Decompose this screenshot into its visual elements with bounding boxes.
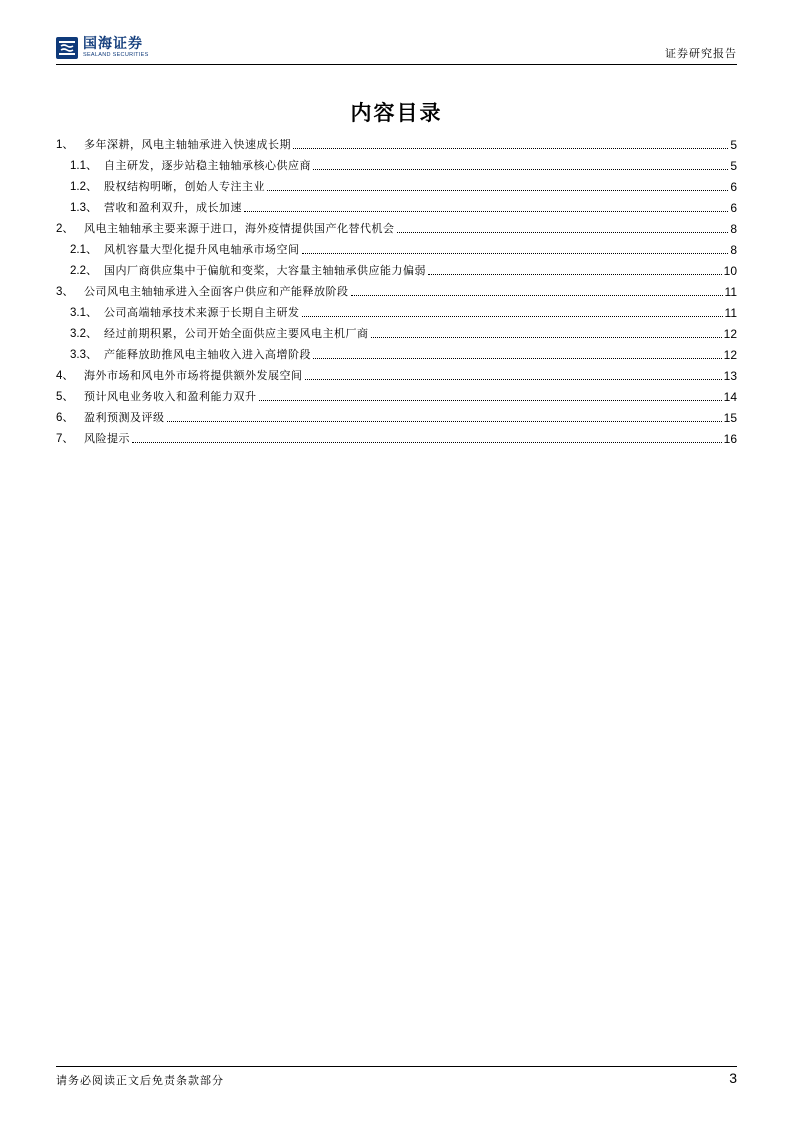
toc-entry-title: 风机容量大型化提升风电轴承市场空间 bbox=[104, 243, 300, 256]
header-divider bbox=[56, 64, 737, 65]
toc-entry-page: 16 bbox=[723, 432, 737, 446]
disclaimer-note: 请务必阅读正文后免责条款部分 bbox=[56, 1074, 224, 1087]
page-title: 内容目录 bbox=[350, 101, 443, 125]
toc-dot-leader bbox=[302, 316, 723, 317]
toc-entry-number: 2.1、 bbox=[70, 244, 98, 256]
toc-entry-title: 风电主轴轴承主要来源于进口，海外疫情提供国产化替代机会 bbox=[84, 222, 395, 235]
toc-entry-page: 5 bbox=[730, 138, 737, 152]
footer-divider bbox=[56, 1066, 737, 1067]
page-number: 3 bbox=[729, 1070, 737, 1086]
toc-entry-page: 11 bbox=[724, 306, 737, 320]
report-type-label: 证券研究报告 bbox=[665, 47, 737, 60]
sealand-logo-icon bbox=[56, 37, 78, 59]
toc-section-entry[interactable] bbox=[56, 278, 737, 299]
toc-entry-title: 经过前期积累，公司开始全面供应主要风电主机厂商 bbox=[104, 327, 369, 340]
toc-entry-number: 3.1、 bbox=[70, 307, 98, 319]
toc-entry-title: 自主研发，逐步站稳主轴轴承核心供应商 bbox=[104, 159, 311, 172]
toc-section-entry[interactable] bbox=[56, 131, 737, 152]
toc-entry-page: 8 bbox=[730, 243, 737, 257]
toc-section-entry[interactable] bbox=[56, 215, 737, 236]
toc-entry-number: 3、 bbox=[56, 286, 74, 298]
toc-dot-leader bbox=[302, 253, 729, 254]
toc-dot-leader bbox=[428, 274, 722, 275]
toc-subsection-entry[interactable] bbox=[56, 194, 737, 215]
toc-entry-page: 6 bbox=[730, 180, 737, 194]
toc-entry-number: 1、 bbox=[56, 139, 74, 151]
toc-entry-page: 5 bbox=[730, 159, 737, 173]
toc-subsection-entry[interactable] bbox=[56, 320, 737, 341]
toc-dot-leader bbox=[293, 148, 728, 149]
toc-entry-page: 11 bbox=[724, 285, 737, 299]
toc-subsection-entry[interactable] bbox=[56, 152, 737, 173]
toc-entry-number: 3.3、 bbox=[70, 349, 98, 361]
toc-dot-leader bbox=[313, 169, 728, 170]
page-header bbox=[56, 35, 737, 63]
toc-entry-title: 风险提示 bbox=[84, 432, 130, 445]
toc-subsection-entry[interactable] bbox=[56, 257, 737, 278]
toc-entry-page: 14 bbox=[723, 390, 737, 404]
toc-entry-number: 5、 bbox=[56, 391, 74, 403]
brand-name-cn: 国海证券 bbox=[83, 36, 143, 52]
toc-entry-number: 4、 bbox=[56, 370, 74, 382]
toc-entry-page: 12 bbox=[723, 327, 737, 341]
toc-entry-title: 国内厂商供应集中于偏航和变桨，大容量主轴轴承供应能力偏弱 bbox=[104, 264, 426, 277]
toc-dot-leader bbox=[132, 442, 722, 443]
toc-dot-leader bbox=[371, 337, 722, 338]
toc-section-entry[interactable] bbox=[56, 404, 737, 425]
toc-entry-number: 2、 bbox=[56, 223, 74, 235]
toc-entry-page: 15 bbox=[723, 411, 737, 425]
toc-entry-title: 公司高端轴承技术来源于长期自主研发 bbox=[104, 306, 300, 319]
toc-entry-title: 预计风电业务收入和盈利能力双升 bbox=[84, 390, 257, 403]
toc-dot-leader bbox=[397, 232, 729, 233]
toc-entry-title: 股权结构明晰，创始人专注主业 bbox=[104, 180, 265, 193]
table-of-contents bbox=[56, 131, 737, 446]
brand-logo bbox=[56, 37, 149, 59]
toc-dot-leader bbox=[244, 211, 728, 212]
toc-dot-leader bbox=[259, 400, 722, 401]
toc-entry-number: 1.1、 bbox=[70, 160, 98, 172]
toc-dot-leader bbox=[305, 379, 722, 380]
toc-entry-number: 3.2、 bbox=[70, 328, 98, 340]
toc-entry-number: 6、 bbox=[56, 412, 74, 424]
toc-section-entry[interactable] bbox=[56, 383, 737, 404]
toc-subsection-entry[interactable] bbox=[56, 173, 737, 194]
toc-section-entry[interactable] bbox=[56, 362, 737, 383]
toc-subsection-entry[interactable] bbox=[56, 236, 737, 257]
toc-entry-page: 8 bbox=[730, 222, 737, 236]
toc-entry-page: 13 bbox=[723, 369, 737, 383]
toc-entry-number: 1.2、 bbox=[70, 181, 98, 193]
toc-entry-number: 2.2、 bbox=[70, 265, 98, 277]
toc-entry-title: 公司风电主轴轴承进入全面客户供应和产能释放阶段 bbox=[84, 285, 349, 298]
toc-dot-leader bbox=[167, 421, 722, 422]
toc-entry-page: 6 bbox=[730, 201, 737, 215]
toc-dot-leader bbox=[313, 358, 722, 359]
toc-entry-title: 多年深耕，风电主轴轴承进入快速成长期 bbox=[84, 138, 291, 151]
toc-entry-title: 产能释放助推风电主轴收入进入高增阶段 bbox=[104, 348, 311, 361]
brand-name-en: SEALAND SECURITIES bbox=[83, 52, 149, 58]
toc-entry-page: 10 bbox=[723, 264, 737, 278]
toc-entry-title: 盈利预测及评级 bbox=[84, 411, 165, 424]
toc-dot-leader bbox=[351, 295, 723, 296]
toc-entry-number: 7、 bbox=[56, 433, 74, 445]
toc-entry-title: 营收和盈利双升，成长加速 bbox=[104, 201, 242, 214]
toc-dot-leader bbox=[267, 190, 728, 191]
toc-section-entry[interactable] bbox=[56, 425, 737, 446]
toc-subsection-entry[interactable] bbox=[56, 341, 737, 362]
toc-entry-number: 1.3、 bbox=[70, 202, 98, 214]
toc-entry-title: 海外市场和风电外市场将提供额外发展空间 bbox=[84, 369, 303, 382]
toc-entry-page: 12 bbox=[723, 348, 737, 362]
toc-subsection-entry[interactable] bbox=[56, 299, 737, 320]
